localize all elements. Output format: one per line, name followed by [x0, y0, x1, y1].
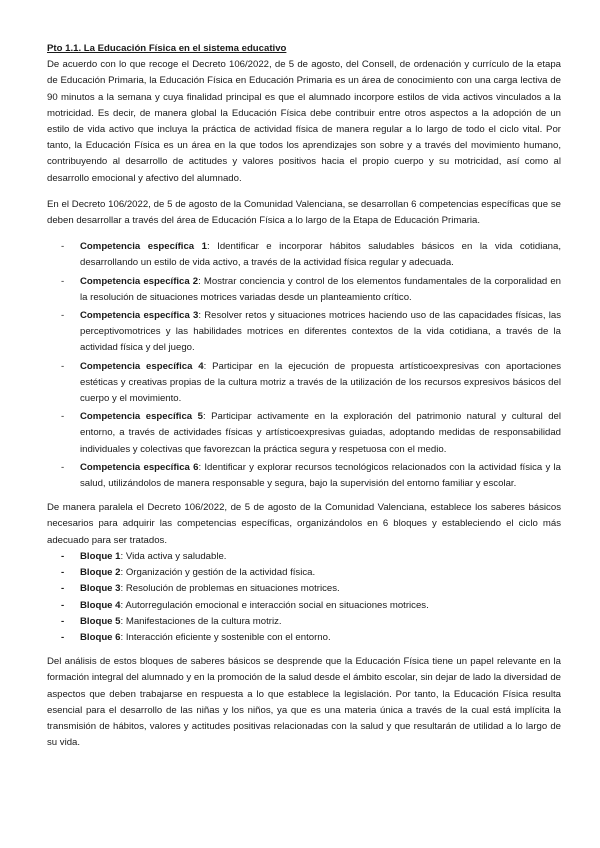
competencia-label: Competencia específica 4: [80, 360, 204, 372]
bullet-dash: -: [61, 615, 65, 627]
competencia-label: Competencia específica 1: [80, 241, 207, 253]
list-item: [47, 460, 561, 492]
conclusion-paragraph: Del análisis de estos bloques de saberes básicos se desprende que la Educación Física tiene un papel relevante en la formación integral del alumnado y en la promoción de la salud desde el ámbito escolar, sin dejar de lado la diversidad de aspectos que deben trabajarse en respuesta a lo que establece la legislación. Por tanto, la Educación Física resulta esencial para el desarrollo de las niñas y los niños, ya que es una materia única a través de la cual está implícita la transmisión de hábitos, valores y actitudes positivas relacionadas con la salud y que resultarán de utilidad a lo largo de su vida.: [47, 656, 561, 749]
list-item: [47, 308, 561, 357]
competencia-text: : Resolver retos y situaciones motrices haciendo uso de las capacidades físicas, las perceptivomotrices y las habilidades motrices en diferentes contextos de la vida cotidiana, a través de la actividad física y del juego.: [80, 310, 561, 354]
bloque-text: : Manifestaciones de la cultura motriz.: [120, 615, 282, 627]
bullet-dash: -: [61, 567, 65, 579]
list-item: [47, 359, 561, 408]
bloque-text: : Resolución de problemas en situaciones motrices.: [120, 583, 340, 595]
bloques-list: [47, 549, 561, 646]
list-item: [47, 565, 561, 581]
list-item: [47, 598, 561, 614]
competencias-list: [47, 239, 561, 492]
bloque-label: Bloque 5: [80, 615, 121, 627]
bullet-dash: -: [61, 275, 65, 287]
competencia-text: : Participar activamente en la exploración del patrimonio natural y cultural del entorno, a través de actividades físicas y artísticoexpresivas guiadas, adoptando medidas de responsabilidad individuales y colectivas que favorezcan la práctica segura y respetuosa con el medio.: [80, 411, 562, 455]
bloque-label: Bloque 1: [80, 550, 121, 562]
list-item: [47, 274, 561, 306]
section-heading: Pto 1.1. La Educación Física en el sistema educativo: [47, 43, 287, 54]
bloque-label: Bloque 3: [80, 583, 121, 595]
competencia-text: : Participar en la ejecución de propuesta artísticoexpresivas con aportaciones estéticas y creativas propias de la cultura motriz a través de la utilización de los recursos expresivos básicos del cuerpo y el movimiento.: [80, 360, 561, 405]
list-item: [47, 549, 561, 565]
competencia-text: : Identificar y explorar recursos tecnológicos relacionados con la actividad física y la salud, utilizándolos de manera responsable y segura, bajo la supervisión del entorno familiar y escolar.: [80, 461, 561, 490]
bullet-dash: -: [61, 360, 65, 372]
saberes-intro-paragraph: De manera paralela el Decreto 106/2022, de 5 de agosto de la Comunidad Valenciana, establece los saberes básicos necesarios para adquirir las competencias específicas, organizándolos en 6 bloques y estableciendo el ciclo más adecuado para ser tratados.: [47, 502, 561, 546]
intro-paragraph: De acuerdo con lo que recoge el Decreto 106/2022, de 5 de agosto, del Consell, de ordenación y currículo de la etapa de Educación Primaria, la Educación Física en Educación Primaria es un área de conocimiento con una carga lectiva de 90 minutos a la semana y cuya finalidad principal es que el alumnado incorpore estilos de vida activos vinculados a la motricidad. Es decir, de manera global la Educación Física debe contribuir entre otros aspectos a la adopción de un estilo de vida activo que incluya la práctica de actividad física de manera regular a lo largo de todo el ciclo vital. Por tanto, la Educación Física es un área en la que todos los aprendizajes son sobre y a través del movimiento humano, contribuyendo al desarrollo de actitudes y valores positivos hacia el propio cuerpo y su motricidad, así como al desarrollo emocional y afectivo del alumnado.: [47, 59, 561, 184]
bloque-text: : Vida activa y saludable.: [120, 550, 227, 562]
competencia-label: Competencia específica 3: [80, 310, 199, 322]
bullet-dash: -: [61, 241, 65, 253]
competencia-label: Competencia específica 5: [80, 411, 203, 423]
document-page: [47, 41, 561, 751]
bullet-dash: -: [61, 310, 65, 322]
bloque-label: Bloque 6: [80, 631, 121, 643]
bullet-dash: -: [61, 583, 65, 595]
competencia-label: Competencia específica 6: [80, 461, 199, 473]
competencias-intro-paragraph: En el Decreto 106/2022, de 5 de agosto de la Comunidad Valenciana, se desarrollan 6 competencias específicas que se deben desarrollar a través del área de Educación Física a lo largo de la Etapa de Educación Primaria.: [47, 198, 561, 227]
bullet-dash: -: [61, 461, 65, 473]
list-item: [47, 409, 561, 458]
list-item: [47, 239, 561, 271]
competencia-text: : Mostrar conciencia y control de los elementos fundamentales de la corporalidad en la resolución de situaciones motrices variadas desde un planteamiento crítico.: [80, 275, 561, 303]
bloque-label: Bloque 2: [80, 567, 121, 579]
bullet-dash: -: [61, 411, 65, 423]
bloque-text: : Organización y gestión de la actividad física.: [120, 567, 316, 579]
bloque-text: : Interacción eficiente y sostenible con el entorno.: [120, 631, 331, 643]
bullet-dash: -: [61, 599, 65, 611]
bullet-dash: -: [61, 631, 65, 643]
bloque-text: : Autorregulación emocional e interacción social en situaciones motrices.: [120, 599, 429, 611]
bloque-label: Bloque 4: [80, 599, 121, 611]
competencia-label: Competencia específica 2: [80, 275, 199, 287]
bullet-dash: -: [61, 550, 65, 562]
list-item: [47, 630, 561, 646]
list-item: [47, 614, 561, 630]
competencia-text: : Identificar e incorporar hábitos saludables básicos en la vida cotidiana, desarrollando un estilo de vida activo, a través de la actividad física regular y adecuada.: [80, 241, 561, 269]
list-item: [47, 581, 561, 597]
